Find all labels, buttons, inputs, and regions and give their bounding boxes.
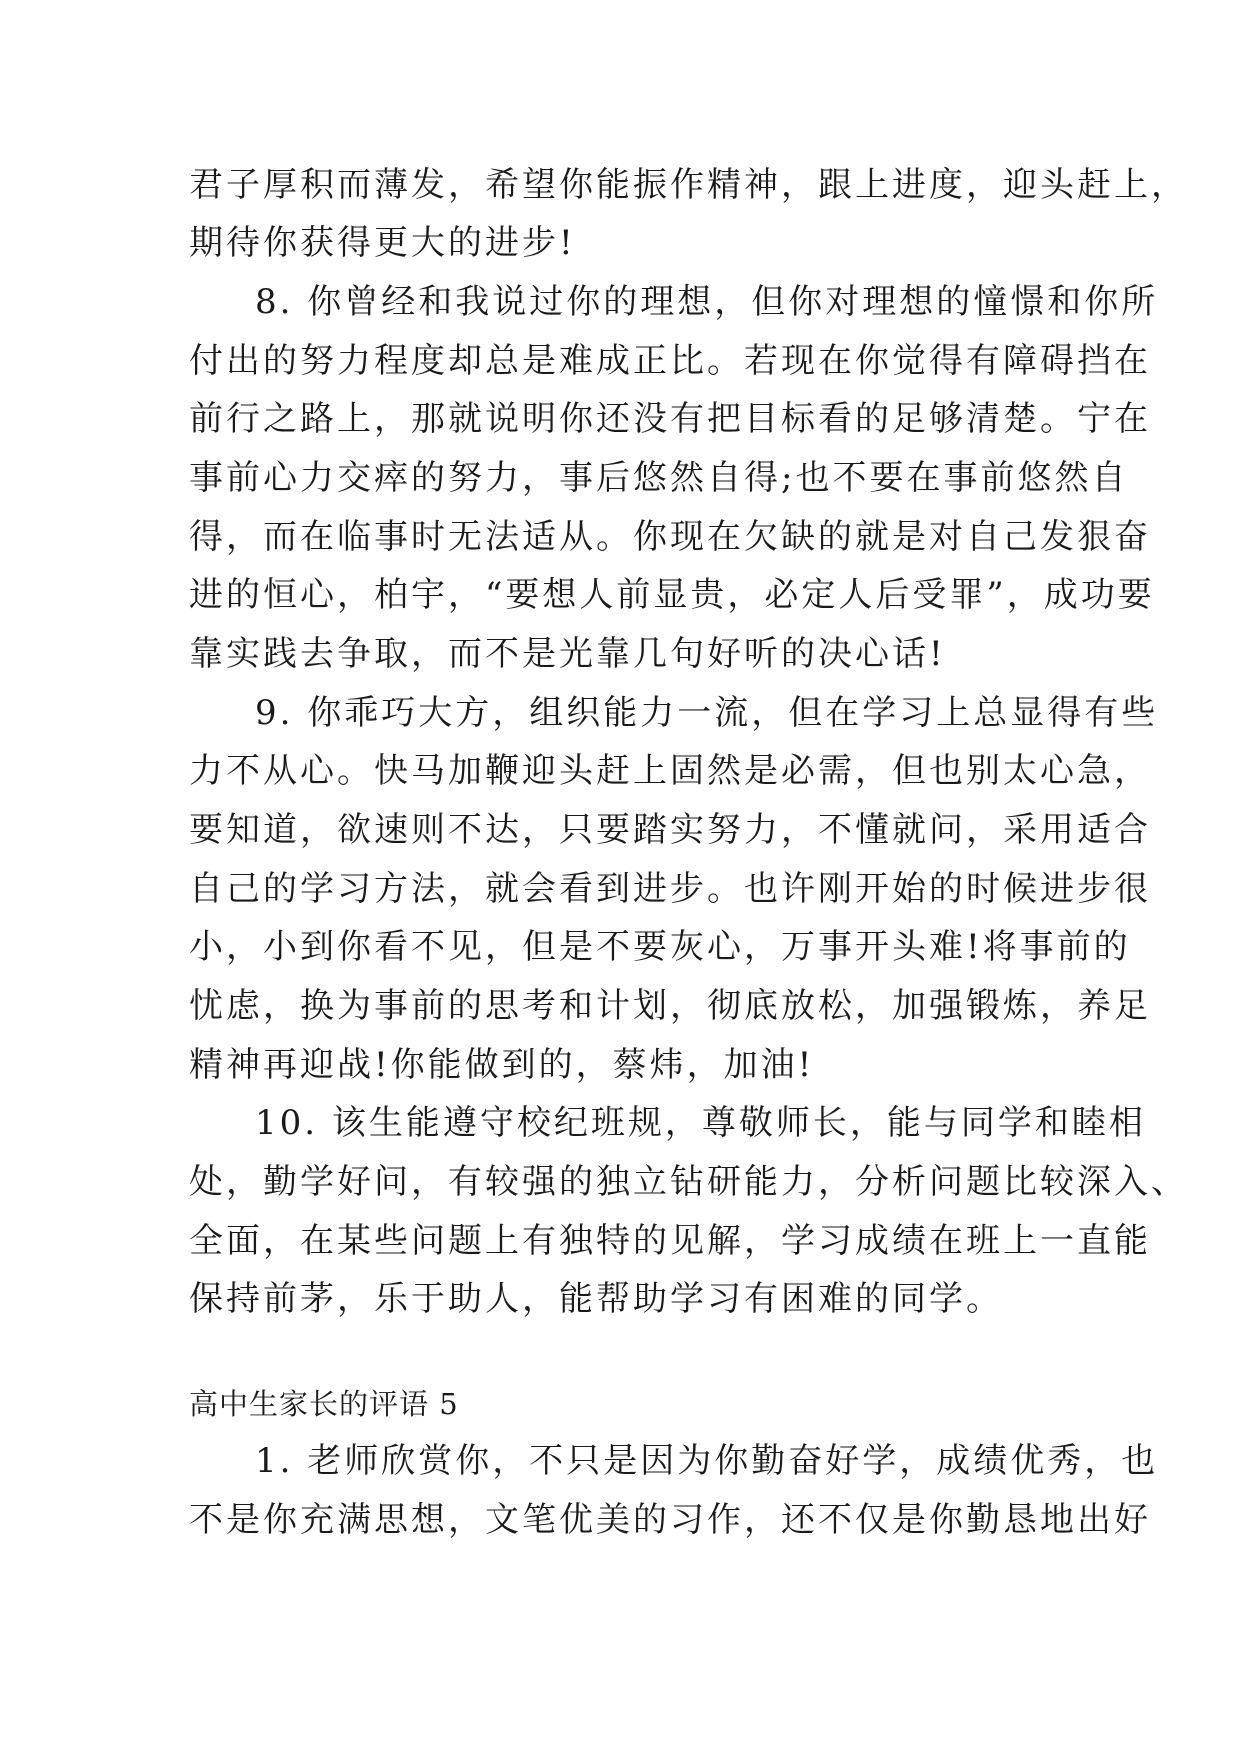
text-line: 忧虑，换为事前的思考和计划，彻底放松，加强锻炼，养足 bbox=[189, 986, 1151, 1026]
text-line: 保持前茅，乐于助人，能帮助学习有困难的同学。 bbox=[189, 1279, 1003, 1319]
item-10-first-line: 10. 该生能遵守校纪班规，尊敬师长，能与同学和睦相 bbox=[255, 1103, 1146, 1143]
text-line: 力不从心。快马加鞭迎头赶上固然是必需，但也别太心急， bbox=[189, 751, 1151, 791]
item-8-first-line: 8. 你曾经和我说过你的理想，但你对理想的憧憬和你所 bbox=[255, 282, 1159, 322]
text-line: 靠实践去争取，而不是光靠几句好听的决心话! bbox=[189, 634, 946, 674]
text-line: 前行之路上，那就说明你还没有把目标看的足够清楚。宁在 bbox=[189, 399, 1151, 439]
text-line: 精神再迎战!你能做到的，蔡炜，加油! bbox=[189, 1045, 815, 1085]
text-line: 得，而在临事时无法适从。你现在欠缺的就是对自己发狠奋 bbox=[189, 517, 1151, 557]
text-line: 全面，在某些问题上有独特的见解，学习成绩在班上一直能 bbox=[189, 1221, 1151, 1261]
section-heading: 高中生家长的评语 5 bbox=[189, 1387, 459, 1421]
text-line: 事前心力交瘁的努力，事后悠然自得;也不要在事前悠然自 bbox=[189, 458, 1129, 498]
text-line: 付出的努力程度却总是难成正比。若现在你觉得有障碍挡在 bbox=[189, 341, 1151, 381]
item-1-first-line: 1. 老师欣赏你，不只是因为你勤奋好学，成绩优秀，也 bbox=[255, 1441, 1159, 1481]
item-9-first-line: 9. 你乖巧大方，组织能力一流，但在学习上总显得有些 bbox=[255, 693, 1159, 733]
text-line: 处，勤学好问，有较强的独立钻研能力，分析问题比较深入、 bbox=[189, 1162, 1188, 1202]
text-line: 要知道，欲速则不达，只要踏实努力，不懂就问，采用适合 bbox=[189, 810, 1151, 850]
text-line: 君子厚积而薄发，希望你能振作精神，跟上进度，迎头赶上， bbox=[189, 165, 1188, 205]
text-line: 期待你获得更大的进步! bbox=[189, 223, 576, 263]
text-line: 小，小到你看不见，但是不要灰心，万事开头难!将事前的 bbox=[189, 927, 1131, 967]
text-line: 自己的学习方法，就会看到进步。也许刚开始的时候进步很 bbox=[189, 869, 1151, 909]
text-line: 不是你充满思想，文笔优美的习作，还不仅是你勤恳地出好 bbox=[189, 1500, 1151, 1540]
text-line: 进的恒心，柏宇，“要想人前显贵，必定人后受罪”，成功要 bbox=[189, 575, 1155, 615]
